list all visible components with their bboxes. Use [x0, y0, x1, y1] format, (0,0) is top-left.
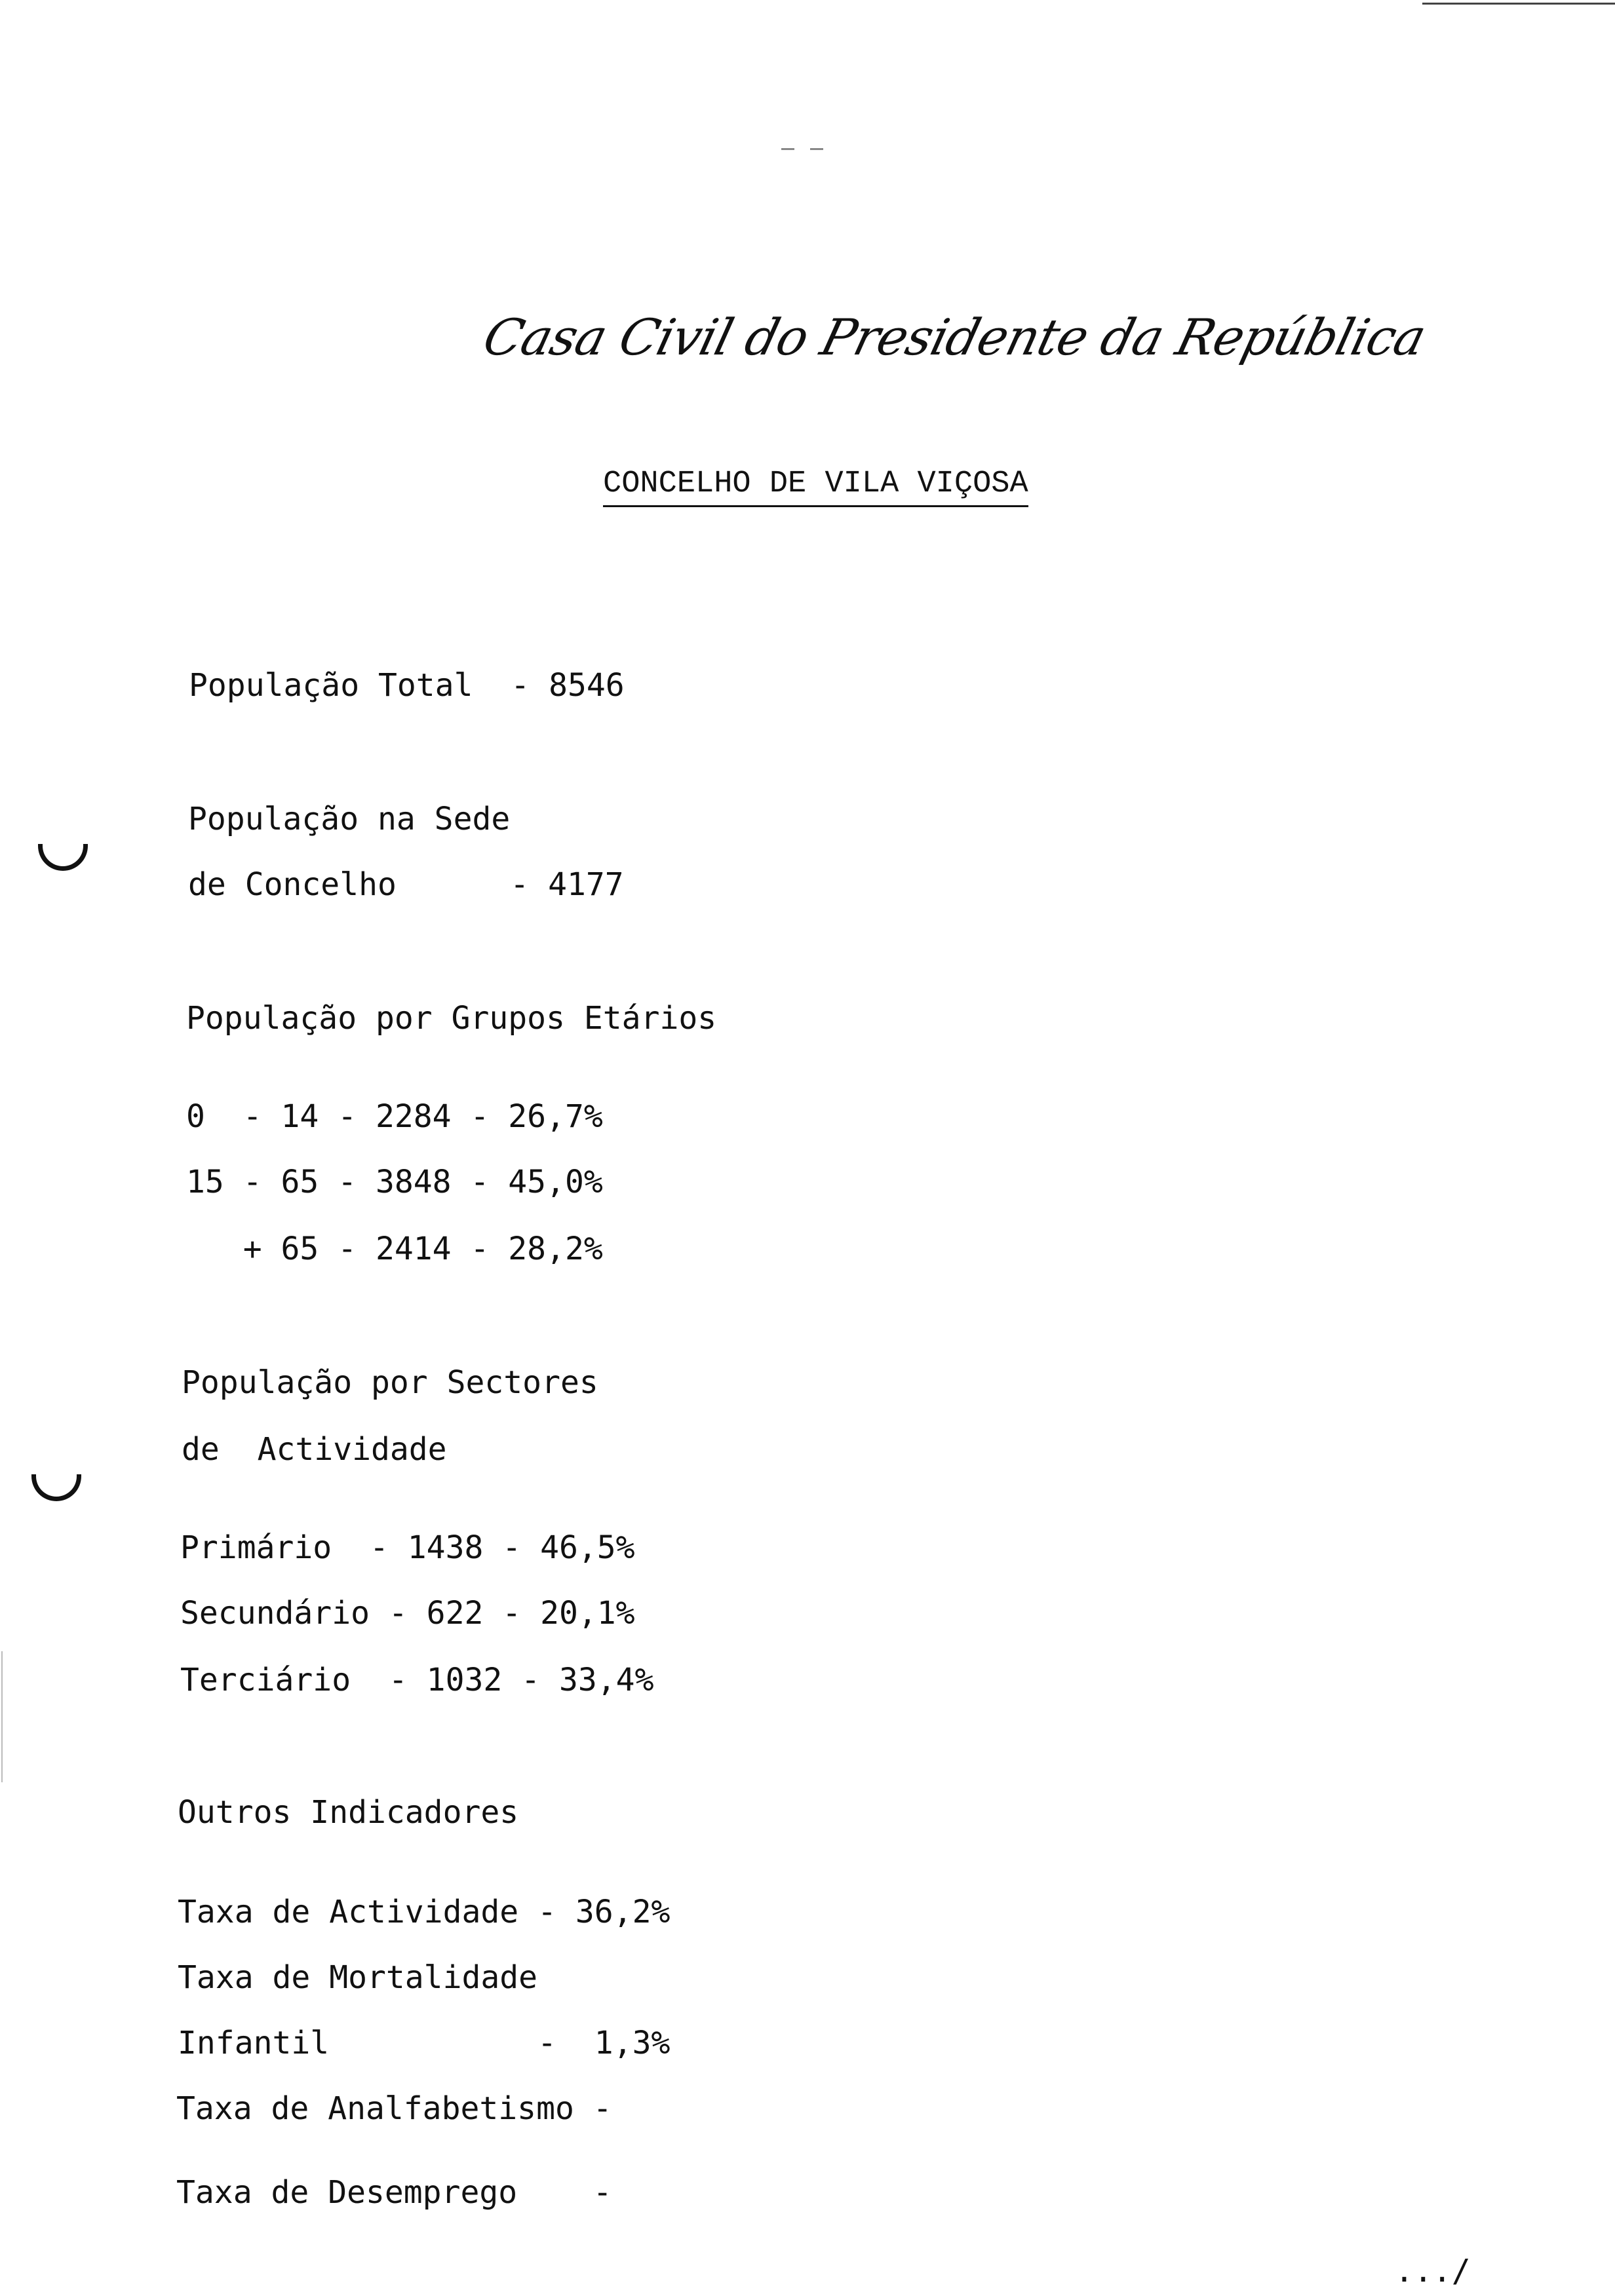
indicator-row: Taxa de Analfabetismo -	[176, 2090, 612, 2127]
age-groups-heading: População por Grupos Etários	[186, 1000, 717, 1037]
indicator-row: Taxa de Actividade - 36,2%	[178, 1894, 671, 1930]
indicator-row: Infantil - 1,3%	[178, 2025, 671, 2061]
sector-row: Secundário - 622 - 20,1%	[180, 1595, 635, 1632]
sectors-heading-line-1: População por Sectores	[182, 1364, 598, 1401]
indicator-row: Taxa de Desemprego -	[176, 2174, 612, 2211]
sector-row: Terciário - 1032 - 33,4%	[180, 1662, 654, 1698]
continuation-mark: .../	[1395, 2253, 1471, 2289]
letterhead: Casa Civil do Presidente da República	[477, 308, 1431, 366]
dash-mark-right	[810, 148, 823, 150]
document-title: CONCELHO DE VILA VIÇOSA	[603, 467, 1028, 507]
indicator-row: Taxa de Mortalidade	[178, 1959, 538, 1996]
age-group-row: 0 - 14 - 2284 - 26,7%	[186, 1098, 603, 1135]
sectors-heading-line-2: de Actividade	[182, 1431, 447, 1468]
population-seat-value: de Concelho - 4177	[188, 866, 624, 903]
punch-hole-mark-lower	[31, 1474, 81, 1501]
population-total: População Total - 8546	[189, 667, 625, 704]
punch-hole-mark-upper	[38, 844, 88, 871]
left-margin-scan-line	[1, 1651, 3, 1782]
other-indicators-heading: Outros Indicadores	[178, 1794, 519, 1831]
age-group-row: + 65 - 2414 - 28,2%	[186, 1231, 603, 1267]
sector-row: Primário - 1438 - 46,5%	[180, 1529, 635, 1566]
population-seat-label: População na Sede	[188, 801, 511, 837]
dash-mark-left	[781, 148, 794, 150]
age-group-row: 15 - 65 - 3848 - 45,0%	[186, 1164, 603, 1200]
top-edge-rule	[1422, 3, 1615, 5]
